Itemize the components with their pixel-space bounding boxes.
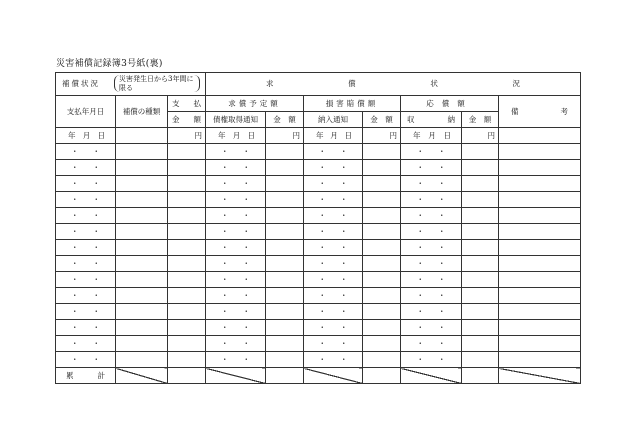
table-cell[interactable]: [499, 144, 581, 160]
table-cell[interactable]: [363, 320, 401, 336]
table-cell[interactable]: [363, 256, 401, 272]
table-cell[interactable]: [499, 224, 581, 240]
table-cell[interactable]: [206, 224, 266, 240]
planned-notice-ymd[interactable]: 年 月 日: [206, 128, 266, 144]
claim-status-char: 求: [266, 79, 274, 89]
date-dots: ・ ・: [416, 162, 446, 172]
table-cell[interactable]: [363, 176, 401, 192]
table-cell[interactable]: [462, 288, 499, 304]
date-dots: ・ ・: [318, 338, 348, 348]
table-cell[interactable]: [168, 208, 206, 224]
table-cell[interactable]: [116, 160, 168, 176]
date-dots: ・ ・: [416, 338, 446, 348]
table-cell[interactable]: [304, 272, 363, 288]
table-cell[interactable]: [462, 256, 499, 272]
table-cell[interactable]: [56, 240, 116, 256]
damages-notice-ymd[interactable]: 年 月 日: [304, 128, 363, 144]
date-dots: ・ ・: [318, 194, 348, 204]
date-dots: ・ ・: [221, 146, 250, 156]
date-dots: ・ ・: [318, 242, 348, 252]
pay-amount-header-bottom: 金 額: [168, 112, 206, 128]
table-row: [56, 288, 581, 304]
date-dots: ・ ・: [71, 194, 100, 204]
total-damages-amount[interactable]: [363, 368, 401, 384]
table-cell[interactable]: [499, 352, 581, 368]
table-row: [56, 192, 581, 208]
table-cell[interactable]: [206, 208, 266, 224]
table-cell[interactable]: [56, 304, 116, 320]
table-cell[interactable]: [168, 336, 206, 352]
table-cell[interactable]: [363, 304, 401, 320]
claim-status-char: 況: [512, 79, 520, 89]
table-cell[interactable]: [206, 240, 266, 256]
total-response-amount[interactable]: [462, 368, 499, 384]
remarks-header: 備 考: [499, 96, 581, 128]
date-dots: ・ ・: [416, 194, 446, 204]
table-cell[interactable]: [462, 240, 499, 256]
table-cell[interactable]: [401, 256, 462, 272]
response-receipt-ymd[interactable]: 年 月 日: [401, 128, 462, 144]
table-cell[interactable]: [56, 336, 116, 352]
date-dots: ・ ・: [71, 210, 100, 220]
table-cell[interactable]: [499, 336, 581, 352]
table-cell[interactable]: [168, 352, 206, 368]
table-cell[interactable]: [363, 352, 401, 368]
date-dots: ・ ・: [221, 194, 250, 204]
date-dots: ・ ・: [221, 226, 250, 236]
date-dots: ・ ・: [318, 210, 348, 220]
date-dots: ・ ・: [221, 210, 250, 220]
table-row: [56, 160, 581, 176]
status-label: 補償状況: [62, 79, 100, 88]
table-cell[interactable]: [499, 160, 581, 176]
table-row: [56, 144, 581, 160]
table-cell[interactable]: [266, 224, 304, 240]
total-response-receipt-diagonal: [401, 368, 462, 384]
date-dots: ・ ・: [71, 322, 100, 332]
date-dots: ・ ・: [71, 290, 100, 300]
date-dots: ・ ・: [221, 162, 250, 172]
table-cell[interactable]: [168, 288, 206, 304]
table-cell[interactable]: [116, 352, 168, 368]
table-cell[interactable]: [56, 208, 116, 224]
table-cell[interactable]: [116, 192, 168, 208]
table-cell[interactable]: [56, 272, 116, 288]
table-cell[interactable]: [462, 160, 499, 176]
table-cell[interactable]: [401, 144, 462, 160]
table-cell[interactable]: [401, 336, 462, 352]
table-row: [56, 224, 581, 240]
date-dots: ・ ・: [318, 162, 348, 172]
table-cell[interactable]: [266, 176, 304, 192]
table-cell[interactable]: [499, 176, 581, 192]
table-cell[interactable]: [116, 144, 168, 160]
date-dots: ・ ・: [416, 178, 446, 188]
table-row: [56, 336, 581, 352]
table-cell[interactable]: [462, 224, 499, 240]
date-dots: ・ ・: [318, 178, 348, 188]
damages-notice-header: 納入通知: [304, 112, 363, 128]
table-cell[interactable]: [56, 176, 116, 192]
table-cell[interactable]: [168, 256, 206, 272]
date-dots: ・ ・: [221, 242, 250, 252]
table-cell[interactable]: [499, 288, 581, 304]
date-dots: ・ ・: [416, 258, 446, 268]
comp-type-header: 補償の種類: [116, 96, 168, 128]
date-dots: ・ ・: [71, 162, 100, 172]
table-cell[interactable]: [401, 320, 462, 336]
header-row-1: [56, 73, 581, 96]
table-cell[interactable]: [266, 288, 304, 304]
table-cell[interactable]: [266, 192, 304, 208]
date-dots: ・ ・: [221, 354, 250, 364]
table-row: [56, 176, 581, 192]
date-dots: ・ ・: [221, 338, 250, 348]
table-cell[interactable]: [499, 256, 581, 272]
table-cell[interactable]: [206, 272, 266, 288]
table-cell[interactable]: [363, 288, 401, 304]
table-cell[interactable]: [206, 176, 266, 192]
table-cell[interactable]: [206, 352, 266, 368]
date-dots: ・ ・: [416, 226, 446, 236]
table-cell[interactable]: [266, 208, 304, 224]
table-cell[interactable]: [56, 320, 116, 336]
planned-amount-header: 金 額: [266, 112, 304, 128]
table-cell[interactable]: [266, 320, 304, 336]
date-dots: ・ ・: [416, 306, 446, 316]
comp-type-cell[interactable]: [116, 128, 168, 144]
table-cell[interactable]: [304, 176, 363, 192]
date-dots: ・ ・: [221, 322, 250, 332]
table-cell[interactable]: [363, 144, 401, 160]
unit-row: [56, 128, 581, 144]
table-cell[interactable]: [304, 320, 363, 336]
header-row-2: [56, 96, 581, 112]
total-row: [56, 368, 581, 384]
table-cell[interactable]: [206, 256, 266, 272]
date-dots: ・ ・: [71, 178, 100, 188]
table-cell[interactable]: [499, 192, 581, 208]
table-row: [56, 320, 581, 336]
table-cell[interactable]: [304, 240, 363, 256]
table-cell[interactable]: [462, 176, 499, 192]
table-cell[interactable]: [116, 320, 168, 336]
table-cell[interactable]: [56, 192, 116, 208]
date-dots: ・ ・: [416, 210, 446, 220]
table-cell[interactable]: [266, 336, 304, 352]
table-cell[interactable]: [304, 352, 363, 368]
table-cell[interactable]: [266, 160, 304, 176]
table-row: [56, 256, 581, 272]
pay-amount-yen[interactable]: 円: [168, 128, 206, 144]
table-cell[interactable]: [56, 160, 116, 176]
total-comp-type-diagonal: [116, 368, 168, 384]
table-cell[interactable]: [462, 192, 499, 208]
table-cell[interactable]: [168, 240, 206, 256]
table-row: [56, 304, 581, 320]
table-cell[interactable]: [401, 176, 462, 192]
table-cell[interactable]: [206, 144, 266, 160]
table-cell[interactable]: [401, 224, 462, 240]
planned-notice-header: 債権取得通知: [206, 112, 266, 128]
table-row: [56, 240, 581, 256]
table-cell[interactable]: [168, 320, 206, 336]
remarks-cell[interactable]: [499, 128, 581, 144]
table-cell[interactable]: [499, 208, 581, 224]
table-cell[interactable]: [56, 224, 116, 240]
response-amount-header: 金 額: [462, 112, 499, 128]
table-cell[interactable]: [168, 304, 206, 320]
damages-amount-yen[interactable]: 円: [363, 128, 401, 144]
table-cell[interactable]: [304, 144, 363, 160]
table-cell[interactable]: [206, 320, 266, 336]
table-cell[interactable]: [462, 144, 499, 160]
damages-header: 損害賠償額: [304, 96, 401, 112]
date-dots: ・ ・: [318, 354, 348, 364]
table-cell[interactable]: [363, 160, 401, 176]
date-dots: ・ ・: [71, 306, 100, 316]
table-cell[interactable]: [168, 160, 206, 176]
table-cell[interactable]: [266, 144, 304, 160]
table-cell[interactable]: [116, 224, 168, 240]
damages-amount-header: 金 額: [363, 112, 401, 128]
table-cell[interactable]: [363, 336, 401, 352]
table-cell[interactable]: [401, 272, 462, 288]
date-dots: ・ ・: [318, 274, 348, 284]
planned-amount-yen[interactable]: 円: [266, 128, 304, 144]
date-dots: ・ ・: [416, 274, 446, 284]
table-cell[interactable]: [462, 272, 499, 288]
date-dots: ・ ・: [221, 306, 250, 316]
table-cell[interactable]: [266, 304, 304, 320]
table-cell[interactable]: [401, 192, 462, 208]
table-cell[interactable]: [462, 336, 499, 352]
date-dots: ・ ・: [71, 146, 100, 156]
total-remarks-diagonal: [499, 368, 581, 384]
table-cell[interactable]: [462, 208, 499, 224]
table-cell[interactable]: [116, 240, 168, 256]
date-dots: ・ ・: [318, 146, 348, 156]
date-dots: ・ ・: [221, 290, 250, 300]
table-cell[interactable]: [304, 288, 363, 304]
table-cell[interactable]: [56, 144, 116, 160]
claim-status-header: [206, 73, 581, 96]
table-cell[interactable]: [116, 272, 168, 288]
date-dots: ・ ・: [318, 226, 348, 236]
compensation-record-table: [55, 72, 581, 384]
table-row: [56, 208, 581, 224]
date-dots: ・ ・: [416, 322, 446, 332]
form-title: 災害補償記録簿3号紙(裏): [56, 59, 163, 69]
table-cell[interactable]: [499, 240, 581, 256]
date-dots: ・ ・: [318, 322, 348, 332]
table-cell[interactable]: [206, 336, 266, 352]
date-dots: ・ ・: [416, 354, 446, 364]
table-row: [56, 352, 581, 368]
date-dots: ・ ・: [318, 290, 348, 300]
table-cell[interactable]: [116, 336, 168, 352]
date-dots: ・ ・: [71, 274, 100, 284]
table-cell[interactable]: [401, 352, 462, 368]
table-cell[interactable]: [56, 352, 116, 368]
date-dots: ・ ・: [221, 178, 250, 188]
claim-status-char: 償: [348, 79, 356, 89]
table-cell[interactable]: [168, 272, 206, 288]
total-damages-notice-diagonal: [304, 368, 363, 384]
table-cell[interactable]: [168, 144, 206, 160]
date-dots: ・ ・: [71, 226, 100, 236]
pay-amount-header-top: 支 払: [168, 96, 206, 112]
planned-header: 求償予定額: [206, 96, 304, 112]
table-cell[interactable]: [266, 240, 304, 256]
pay-date-header: 支払年月日: [56, 96, 116, 128]
table-cell[interactable]: [116, 256, 168, 272]
table-cell[interactable]: [56, 256, 116, 272]
table-cell[interactable]: [266, 352, 304, 368]
table-cell[interactable]: [499, 320, 581, 336]
table-cell[interactable]: [304, 256, 363, 272]
table-cell[interactable]: [168, 176, 206, 192]
date-dots: ・ ・: [416, 242, 446, 252]
table-cell[interactable]: [304, 224, 363, 240]
table-cell[interactable]: [462, 304, 499, 320]
table-cell[interactable]: [499, 304, 581, 320]
date-dots: ・ ・: [71, 258, 100, 268]
total-label: 累 計: [56, 368, 116, 384]
date-dots: ・ ・: [221, 258, 250, 268]
table-cell[interactable]: [499, 272, 581, 288]
table-cell[interactable]: [206, 192, 266, 208]
table-cell[interactable]: [401, 160, 462, 176]
table-cell[interactable]: [116, 304, 168, 320]
claim-status-char: 状: [430, 79, 438, 89]
table-cell[interactable]: [304, 160, 363, 176]
table-cell[interactable]: [304, 208, 363, 224]
table-cell[interactable]: [401, 208, 462, 224]
table-cell[interactable]: [116, 288, 168, 304]
table-cell[interactable]: [206, 160, 266, 176]
table-cell[interactable]: [363, 272, 401, 288]
table-cell[interactable]: [304, 336, 363, 352]
table-cell[interactable]: [363, 192, 401, 208]
table-cell[interactable]: [462, 352, 499, 368]
table-cell[interactable]: [304, 304, 363, 320]
table-cell[interactable]: [401, 240, 462, 256]
response-amount-yen[interactable]: 円: [462, 128, 499, 144]
table-cell[interactable]: [266, 272, 304, 288]
table-cell[interactable]: [462, 320, 499, 336]
table-cell[interactable]: [116, 208, 168, 224]
date-dots: ・ ・: [416, 290, 446, 300]
status-header: [56, 73, 206, 96]
table-cell[interactable]: [266, 256, 304, 272]
date-dots: ・ ・: [318, 306, 348, 316]
total-planned-notice-diagonal: [206, 368, 266, 384]
response-header: 応償額: [401, 96, 499, 112]
total-pay-amount[interactable]: [168, 368, 206, 384]
table-cell[interactable]: [363, 208, 401, 224]
date-dots: ・ ・: [71, 354, 100, 364]
table-cell[interactable]: [304, 192, 363, 208]
response-receipt-header: 収 納: [401, 112, 462, 128]
table-row: [56, 272, 581, 288]
total-planned-amount[interactable]: [266, 368, 304, 384]
date-dots: ・ ・: [318, 258, 348, 268]
table-cell[interactable]: [363, 240, 401, 256]
table-cell[interactable]: [401, 304, 462, 320]
date-dots: ・ ・: [71, 338, 100, 348]
table-cell[interactable]: [116, 176, 168, 192]
table-cell[interactable]: [363, 224, 401, 240]
table-cell[interactable]: [168, 224, 206, 240]
period-note: 災害発生日から3年間に限る: [114, 75, 200, 92]
table-cell[interactable]: [56, 288, 116, 304]
table-cell[interactable]: [206, 304, 266, 320]
date-dots: ・ ・: [71, 242, 100, 252]
table-cell[interactable]: [401, 288, 462, 304]
table-cell[interactable]: [206, 288, 266, 304]
date-dots: ・ ・: [221, 274, 250, 284]
date-dots: ・ ・: [416, 146, 446, 156]
pay-date-ymd[interactable]: 年 月 日: [56, 128, 116, 144]
table-cell[interactable]: [168, 192, 206, 208]
